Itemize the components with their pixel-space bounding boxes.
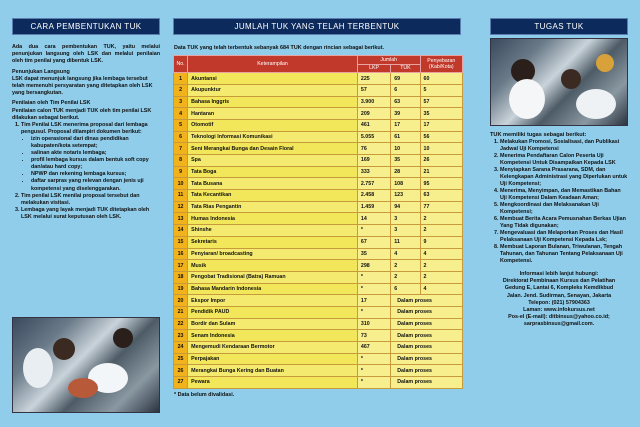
section-title-jumlah-tuk: JUMLAH TUK YANG TELAH TERBENTUK (173, 18, 461, 35)
row-lkp: 2.458 (357, 190, 390, 202)
task-item: 3. Menyiapkan Sarana Prasarana, SDM, dan Kelengkapan Administrasi yang Diperlukan untuk Uji Kompetensi; (500, 167, 628, 188)
row-skill: Bordir dan Sulam (188, 318, 358, 330)
contact-line: Pos-el (E-mail): ditbinsus@yahoo.co.id; (508, 314, 610, 321)
row-status: Dalam proses (391, 353, 463, 365)
row-tuk: 108 (391, 178, 420, 190)
row-skill: Ekspor Impor (188, 295, 358, 307)
row-number: 14 (174, 225, 188, 237)
row-lkp: 298 (357, 260, 390, 272)
table-footnote: * Data belum divalidasi. (174, 391, 235, 398)
table-body (174, 73, 463, 389)
row-number: 12 (174, 201, 188, 213)
row-tuk: 10 (391, 143, 420, 155)
training-photo-left (12, 317, 160, 413)
row-tuk: 2 (391, 260, 420, 272)
row-lkp: 2.757 (357, 178, 390, 190)
row-lkp: 17 (357, 295, 390, 307)
header-lkp: LKP (357, 64, 390, 73)
row-number: 15 (174, 236, 188, 248)
row-tuk: 6 (391, 283, 420, 295)
row-number: 21 (174, 306, 188, 318)
step-item: 3. Lembaga yang layak menjadi TUK ditetapkan oleh LSK melalui surat keputusan oleh LSK. (21, 207, 160, 221)
section-title-cara-pembentukan: CARA PEMBENTUKAN TUK (12, 18, 160, 35)
row-number: 5 (174, 119, 188, 131)
row-lkp: 14 (357, 213, 390, 225)
row-lkp: * (357, 353, 390, 365)
row-number: 4 (174, 108, 188, 120)
row-spread: 26 (420, 155, 462, 167)
step-item: 2. Tim penilai LSK menilai proposal tersebut dan melakukan visitasi. (21, 193, 160, 207)
row-tuk: 11 (391, 236, 420, 248)
header-amount: Jumlah (357, 56, 420, 65)
contact-line: Laman: www.infokursus.net (523, 307, 595, 314)
row-spread: 4 (420, 283, 462, 295)
tasks-heading: TUK memiliki tugas sebagai berikut: (490, 132, 587, 138)
row-number: 17 (174, 260, 188, 272)
table-row (174, 365, 463, 377)
table-row (174, 119, 463, 131)
row-number: 26 (174, 365, 188, 377)
table-row (174, 236, 463, 248)
table-row (174, 190, 463, 202)
right-body (490, 130, 628, 427)
table-row (174, 306, 463, 318)
task-item: 8. Membuat Laporan Bulanan, Triwulanan, Tengah Tahunan, dan Tahunan Tentang Pelaksanaan Uji Kompetensi. (500, 244, 628, 265)
row-number: 10 (174, 178, 188, 190)
row-tuk: 61 (391, 131, 420, 143)
row-spread: 56 (420, 131, 462, 143)
task-item: 7. Mengevaluasi dan Melaporkan Proses dan Hasil Pelaksanaan Uji Kompetensi Kepada Lsk; (500, 230, 628, 244)
row-skill: Bahasa Inggris (188, 96, 358, 108)
row-lkp: 1.459 (357, 201, 390, 213)
row-spread: 21 (420, 166, 462, 178)
row-number: 11 (174, 190, 188, 202)
row-lkp: 169 (357, 155, 390, 167)
row-skill: Senam Indonesia (188, 330, 358, 342)
row-lkp: * (357, 306, 390, 318)
row-number: 20 (174, 295, 188, 307)
row-skill: Tata Boga (188, 166, 358, 178)
task-item: 2. Menerima Pendaftaran Calon Peserta Uji Kompetensi Untuk Disampaikan Kepada LSK (500, 153, 628, 167)
row-lkp: 35 (357, 248, 390, 260)
row-skill: Penyiaran/ broadcasting (188, 248, 358, 260)
table-row (174, 201, 463, 213)
row-tuk: 3 (391, 225, 420, 237)
row-skill: Pengobat Tradisional (Batra) Ramuan (188, 271, 358, 283)
document-list (31, 136, 160, 193)
row-tuk: 39 (391, 108, 420, 120)
table-intro: Data TUK yang telah terbentuk sebanyak 684 TUK dengan rincian sebagai berikut. (174, 45, 384, 51)
row-skill: Humas Indonesia (188, 213, 358, 225)
contact-line: Direktorat Pembinaan Kursus dan Pelatihan (502, 278, 616, 285)
row-skill: Shinshe (188, 225, 358, 237)
row-lkp: 76 (357, 143, 390, 155)
table-row (174, 166, 463, 178)
direct-heading: Penunjukan Langsung (12, 68, 70, 75)
row-status: Dalam proses (391, 318, 463, 330)
row-spread: 63 (420, 190, 462, 202)
table-row (174, 295, 463, 307)
table-row (174, 260, 463, 272)
header-spread: Penyebaran (Kab/Kota) (420, 56, 462, 73)
row-tuk: 28 (391, 166, 420, 178)
row-skill: Bahasa Mandarin Indonesia (188, 283, 358, 295)
header-tuk: TUK (391, 64, 420, 73)
task-item: 6. Membuat Berita Acara Pemusnahan Berkas Ujian Yang Tidak digunakan; (500, 216, 628, 230)
row-status: Dalam proses (391, 306, 463, 318)
row-lkp: 310 (357, 318, 390, 330)
row-skill: Mengemudi Kendaraan Bermotor (188, 342, 358, 354)
table-row (174, 342, 463, 354)
row-spread: 9 (420, 236, 462, 248)
table-row (174, 283, 463, 295)
row-number: 23 (174, 330, 188, 342)
row-spread: 2 (420, 225, 462, 237)
row-tuk: 35 (391, 155, 420, 167)
row-number: 3 (174, 96, 188, 108)
table-row (174, 96, 463, 108)
contact-info (490, 271, 628, 329)
row-spread: 95 (420, 178, 462, 190)
row-tuk: 2 (391, 271, 420, 283)
row-tuk: 94 (391, 201, 420, 213)
row-spread: 10 (420, 143, 462, 155)
row-spread: 2 (420, 213, 462, 225)
row-tuk: 6 (391, 84, 420, 96)
document-item: • salinan akte notaris lembaga; (31, 150, 160, 157)
document-item: • profil lembaga kursus dalam bentuk soft copy dan/atau hard copy; (31, 157, 160, 171)
row-skill: Musik (188, 260, 358, 272)
task-item: 1. Melakukan Promosi, Sosialisasi, dan Publikasi Jadwal Uji Kompetensi (500, 139, 628, 153)
table-row (174, 377, 463, 389)
row-lkp: 67 (357, 236, 390, 248)
row-number: 24 (174, 342, 188, 354)
row-lkp: 73 (357, 330, 390, 342)
row-lkp: 209 (357, 108, 390, 120)
row-number: 27 (174, 377, 188, 389)
contact-line: Jalan. Jend. Sudirman, Senayan, Jakarta (506, 292, 612, 299)
table-row (174, 143, 463, 155)
row-status: Dalam proses (391, 295, 463, 307)
row-number: 2 (174, 84, 188, 96)
row-tuk: 123 (391, 190, 420, 202)
row-skill: Perpajakan (188, 353, 358, 365)
row-lkp: * (357, 377, 390, 389)
row-skill: Merangkai Bunga Kering dan Buatan (188, 365, 358, 377)
tuk-table (173, 55, 463, 389)
row-spread: 4 (420, 248, 462, 260)
row-lkp: * (357, 271, 390, 283)
table-row (174, 353, 463, 365)
row-number: 22 (174, 318, 188, 330)
row-status: Dalam proses (391, 365, 463, 377)
row-tuk: 63 (391, 96, 420, 108)
task-item: 5. Mengkoordinasi dan Melaksanakan Uji Kompetensi; (500, 202, 628, 216)
row-skill: Sekretaris (188, 236, 358, 248)
left-body (12, 44, 160, 221)
row-lkp: * (357, 365, 390, 377)
row-spread: 5 (420, 84, 462, 96)
table-row (174, 318, 463, 330)
left-intro: Ada dua cara pembentukan TUK, yaitu melalui penunjukan langsung oleh LSK dan melalui penilaian oleh tim penilai yang dibentuk LSK. (12, 44, 160, 65)
row-lkp: * (357, 225, 390, 237)
table-row (174, 178, 463, 190)
table-row (174, 271, 463, 283)
section-title-tugas-tuk: TUGAS TUK (490, 18, 628, 35)
row-tuk: 4 (391, 248, 420, 260)
row-number: 1 (174, 73, 188, 85)
row-lkp: 3.900 (357, 96, 390, 108)
row-lkp: 5.055 (357, 131, 390, 143)
row-number: 25 (174, 353, 188, 365)
row-skill: Otomotif (188, 119, 358, 131)
row-skill: Tata Rias Pengantin (188, 201, 358, 213)
row-status: Dalam proses (391, 377, 463, 389)
direct-text: LSK dapat menunjuk langsung jika lembaga tersebut telah memenuhi persyaratan yang ditetapkan oleh LSK yang bersangkutan. (12, 75, 153, 96)
row-lkp: 57 (357, 84, 390, 96)
row-number: 8 (174, 155, 188, 167)
row-spread: 77 (420, 201, 462, 213)
assessment-heading: Penilaian oleh Tim Penilai LSK (12, 100, 91, 107)
row-status: Dalam proses (391, 330, 463, 342)
row-skill: Tata Kecantikan (188, 190, 358, 202)
tasks-list (500, 139, 628, 265)
table-row (174, 155, 463, 167)
assessment-steps (21, 122, 160, 221)
step-item (21, 122, 160, 193)
row-tuk: 17 (391, 119, 420, 131)
row-tuk: 69 (391, 73, 420, 85)
table-row (174, 213, 463, 225)
middle-column (171, 0, 463, 427)
row-spread: 35 (420, 108, 462, 120)
row-number: 6 (174, 131, 188, 143)
table-row (174, 330, 463, 342)
row-skill: Seni Merangkai Bunga dan Desain Floral (188, 143, 358, 155)
contact-line: Telepon: (021) 57904363 (528, 299, 590, 306)
table-row (174, 108, 463, 120)
row-spread: 2 (420, 271, 462, 283)
contact-line: sarprasbinsus@gmail.com. (523, 321, 595, 328)
row-tuk: 3 (391, 213, 420, 225)
row-number: 7 (174, 143, 188, 155)
row-number: 19 (174, 283, 188, 295)
row-skill: Spa (188, 155, 358, 167)
header-skill: Keterampilan (188, 56, 358, 73)
assessment-intro: Penilaian calon TUK menjadi TUK oleh tim penilai LSK dilakukan sebagai berikut. (12, 107, 152, 121)
row-lkp: 225 (357, 73, 390, 85)
header-no: No. (174, 56, 188, 73)
row-lkp: * (357, 283, 390, 295)
table-row (174, 225, 463, 237)
row-number: 13 (174, 213, 188, 225)
row-skill: Akuntansi (188, 73, 358, 85)
row-skill: Pewara (188, 377, 358, 389)
row-skill: Tata Busana (188, 178, 358, 190)
row-skill: Hantaran (188, 108, 358, 120)
row-skill: Teknologi Informasi Komunikasi (188, 131, 358, 143)
row-spread: 57 (420, 96, 462, 108)
document-item: • daftar sarpras yang relevan dengan jenis uji kompetensi yang diselenggarakan. (31, 178, 160, 192)
row-lkp: 467 (357, 342, 390, 354)
table-row (174, 73, 463, 85)
row-number: 16 (174, 248, 188, 260)
row-spread: 60 (420, 73, 462, 85)
table-row (174, 84, 463, 96)
row-lkp: 333 (357, 166, 390, 178)
contact-line: Informasi lebih lanjut hubungi: (519, 271, 599, 277)
table-row (174, 131, 463, 143)
row-number: 18 (174, 271, 188, 283)
task-item: 4. Menerima, Menyimpan, dan Memastikan Bahan Uji Kompetensi Dalam Keadaan Aman; (500, 188, 628, 202)
table-row (174, 248, 463, 260)
document-item: • NPWP dan rekening lembaga kursus; (31, 171, 160, 178)
document-item: • izin operasional dari dinas pendidikan kabupaten/kota setempat; (31, 136, 160, 150)
row-spread: 2 (420, 260, 462, 272)
row-skill: Pendidik PAUD (188, 306, 358, 318)
row-skill: Akupunktur (188, 84, 358, 96)
row-lkp: 461 (357, 119, 390, 131)
step-text: Tim Penilai LSK menerima proposal dari lembaga pengusul. Proposal dilampiri dokumen berikut: (21, 121, 148, 135)
row-spread: 17 (420, 119, 462, 131)
training-photo-right (490, 38, 628, 126)
row-number: 9 (174, 166, 188, 178)
row-status: Dalam proses (391, 342, 463, 354)
contact-line: Gedung E, Lantai 6, Kompleks Kemdikbud (504, 285, 614, 292)
